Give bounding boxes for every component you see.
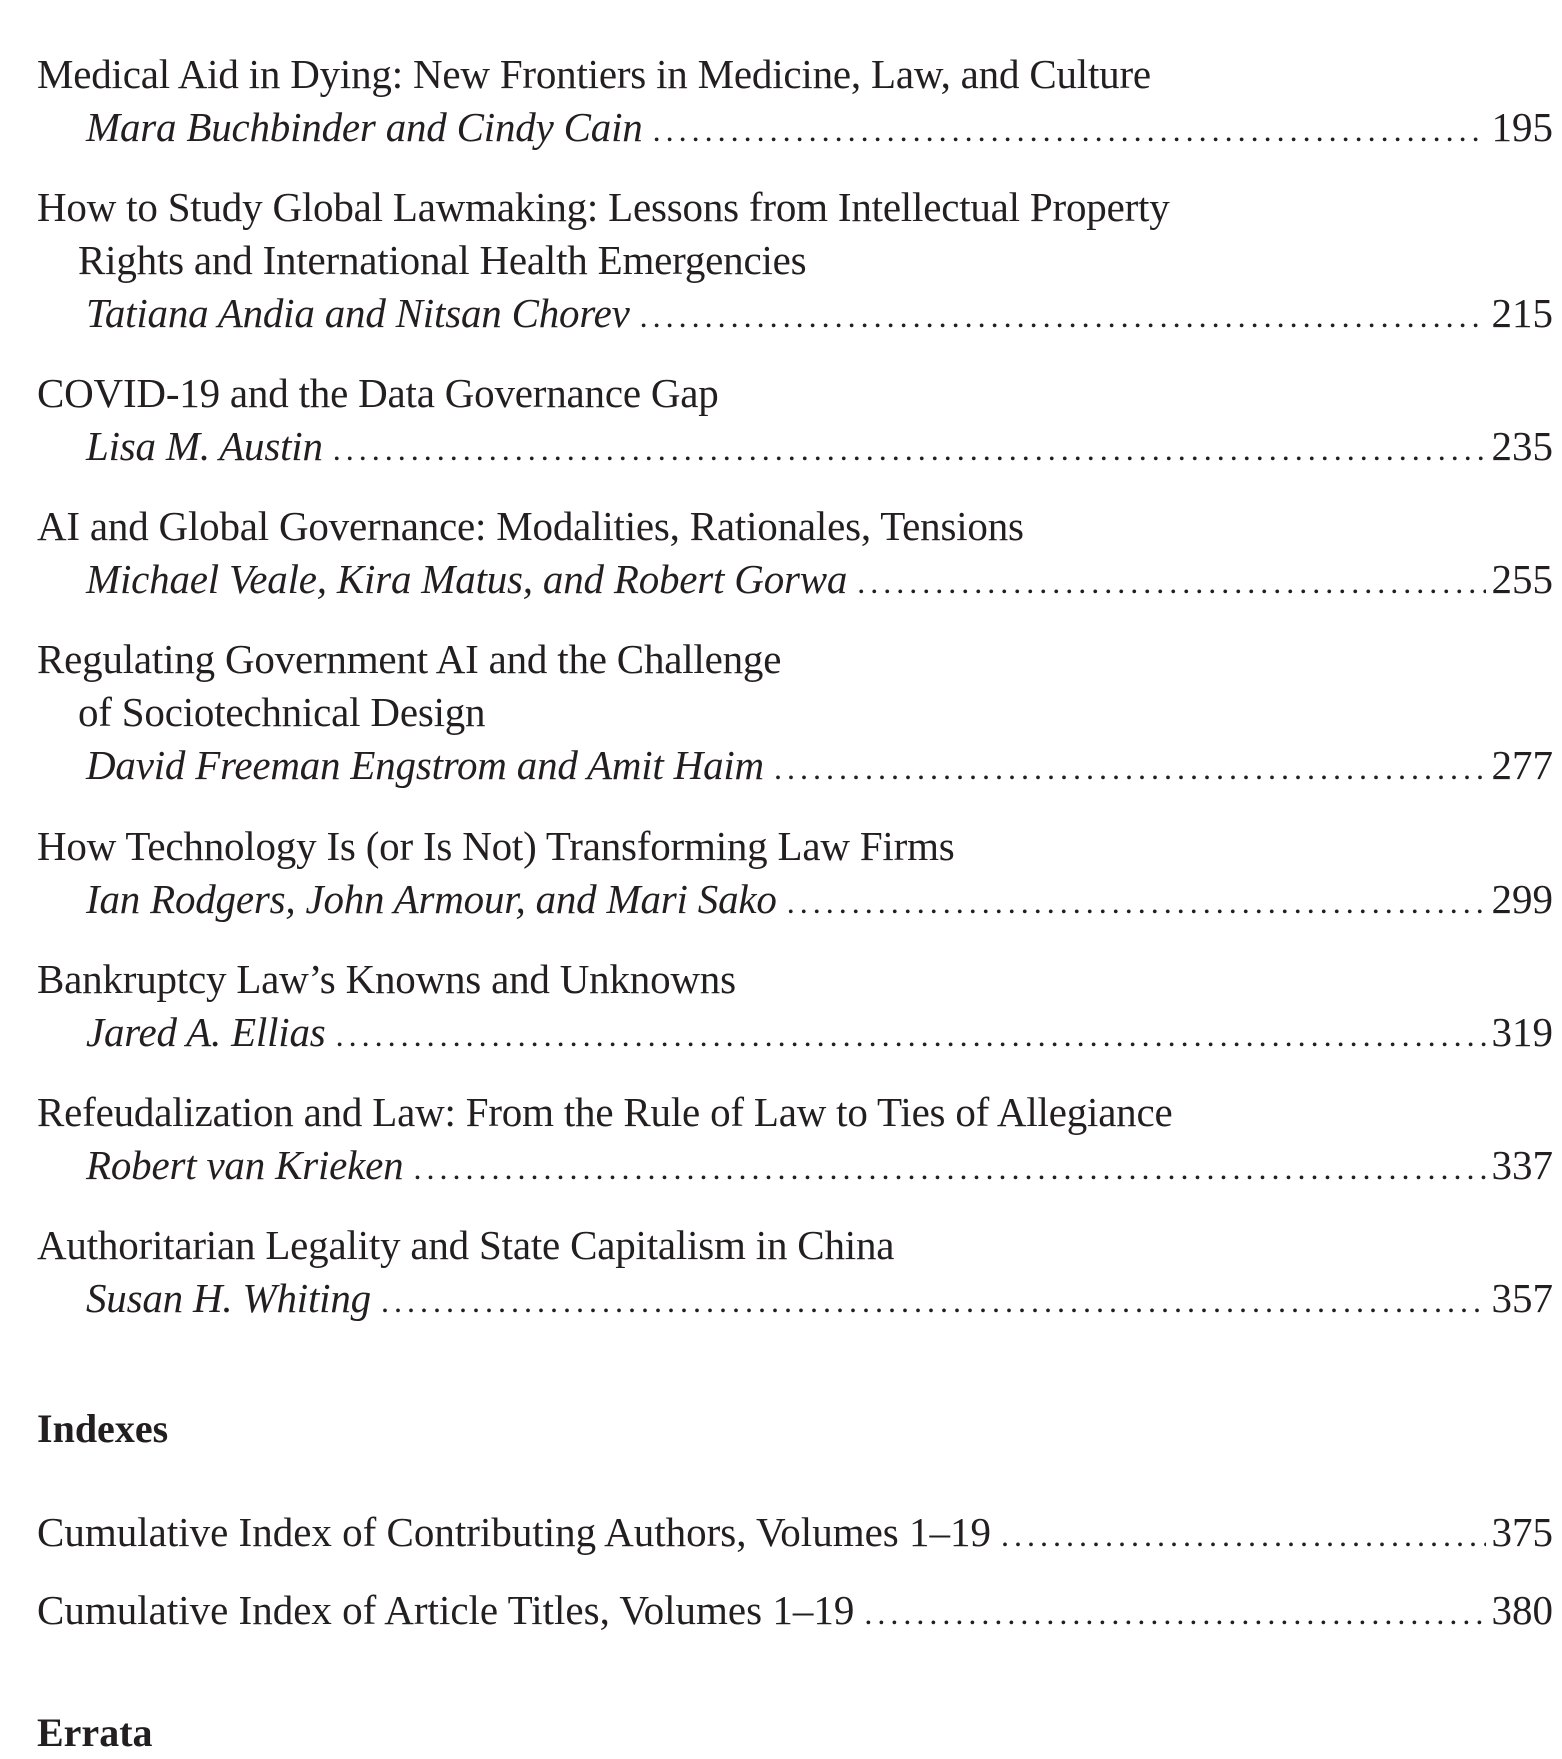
toc-entry [37, 48, 1553, 154]
page-number: 357 [1491, 1275, 1553, 1321]
page-number: 277 [1491, 742, 1553, 788]
dot-leader [653, 104, 1486, 157]
dot-leader [333, 423, 1486, 476]
index-title: Cumulative Index of Contributing Authors, Volumes 1–19 [37, 1509, 991, 1555]
page-number: 255 [1491, 556, 1553, 602]
article-authors: Susan H. Whiting [86, 1275, 371, 1321]
article-byline [37, 553, 1553, 606]
toc-entry [37, 500, 1553, 606]
article-byline [37, 287, 1553, 340]
section-heading-errata: Errata [37, 1710, 153, 1755]
article-byline [37, 420, 1553, 473]
dot-leader [381, 1275, 1486, 1328]
article-authors: Ian Rodgers, John Armour, and Mari Sako [86, 876, 777, 922]
article-authors: Jared A. Ellias [86, 1009, 326, 1055]
article-authors: Robert van Krieken [86, 1142, 404, 1188]
article-authors: Lisa M. Austin [86, 423, 323, 469]
article-title: Refeudalization and Law: From the Rule of Law to Ties of Allegiance [37, 1089, 1173, 1135]
page-number: 380 [1491, 1587, 1553, 1633]
dot-leader [864, 1587, 1485, 1640]
section-heading-indexes: Indexes [37, 1406, 169, 1451]
toc-entry [37, 1086, 1553, 1192]
article-title-continued: Rights and International Health Emergencies [78, 237, 807, 283]
index-entry [37, 1506, 1553, 1559]
article-byline [37, 101, 1553, 154]
index-title: Cumulative Index of Article Titles, Volumes 1–19 [37, 1587, 855, 1633]
dot-leader [413, 1142, 1485, 1195]
page-number: 195 [1491, 104, 1553, 150]
toc-entry [37, 181, 1553, 340]
article-title: How to Study Global Lawmaking: Lessons from Intellectual Property [37, 184, 1170, 230]
article-byline [37, 1006, 1553, 1059]
dot-leader [336, 1009, 1486, 1062]
toc-entry [37, 633, 1553, 792]
dot-leader [774, 742, 1486, 795]
article-title: Authoritarian Legality and State Capitalism in China [37, 1222, 895, 1268]
article-title: How Technology Is (or Is Not) Transforming Law Firms [37, 823, 955, 869]
article-byline [37, 873, 1553, 926]
index-entry [37, 1584, 1553, 1637]
article-title: Regulating Government AI and the Challenge [37, 636, 782, 682]
article-title: AI and Global Governance: Modalities, Rationales, Tensions [37, 503, 1024, 549]
article-byline [37, 1139, 1553, 1192]
page-number: 299 [1491, 876, 1553, 922]
article-title-continued: of Sociotechnical Design [78, 689, 486, 735]
page-number: 319 [1491, 1009, 1553, 1055]
article-byline [37, 1272, 1553, 1325]
toc-entry [37, 367, 1553, 473]
toc-entry [37, 953, 1553, 1059]
article-authors: Mara Buchbinder and Cindy Cain [86, 104, 643, 150]
dot-leader [787, 876, 1486, 929]
toc-entry [37, 820, 1553, 926]
page-number: 215 [1491, 290, 1553, 336]
article-authors: David Freeman Engstrom and Amit Haim [86, 742, 764, 788]
article-title: Bankruptcy Law’s Knowns and Unknowns [37, 956, 736, 1002]
dot-leader [857, 556, 1485, 609]
article-byline [37, 739, 1553, 792]
dot-leader [640, 290, 1486, 343]
page-number: 375 [1491, 1509, 1553, 1555]
article-title: COVID-19 and the Data Governance Gap [37, 370, 719, 416]
dot-leader [1001, 1509, 1486, 1562]
article-authors: Michael Veale, Kira Matus, and Robert Gorwa [86, 556, 848, 602]
page-number: 337 [1491, 1142, 1553, 1188]
toc-entry [37, 1219, 1553, 1325]
article-title: Medical Aid in Dying: New Frontiers in Medicine, Law, and Culture [37, 51, 1151, 97]
page-number: 235 [1491, 423, 1553, 469]
article-authors: Tatiana Andia and Nitsan Chorev [86, 290, 630, 336]
